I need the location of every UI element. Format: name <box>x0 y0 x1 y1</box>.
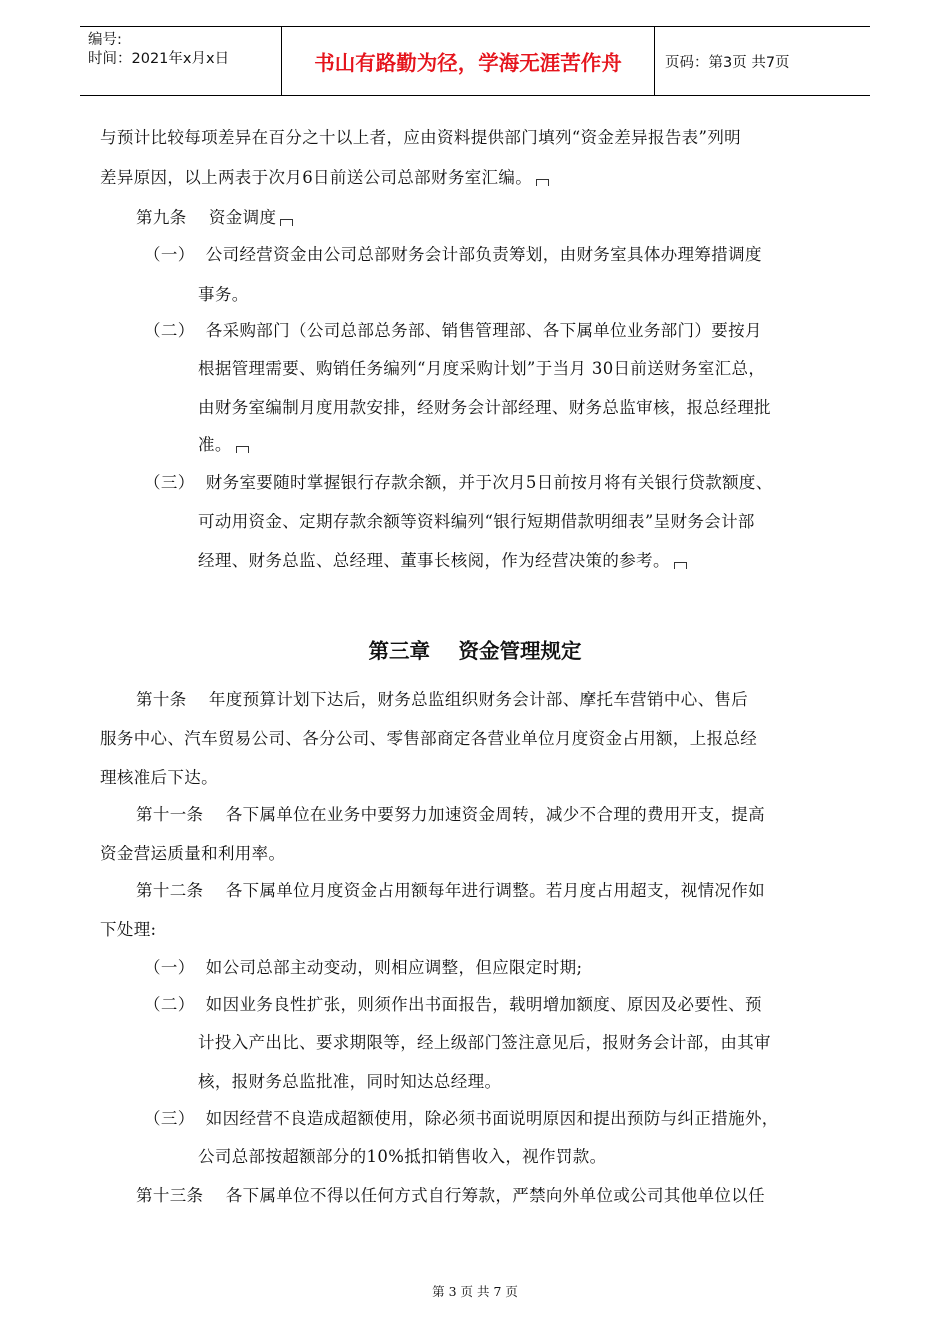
paragraph-mark-icon <box>236 446 249 453</box>
time-label: 时间：2021年x月x日 <box>88 51 230 67</box>
list-item: （一） 公司经营资金由公司总部财务会计部负责筹划，由财务室具体办理筹措调度 <box>144 245 762 264</box>
list-item-continuation: 核，报财务总监批准，同时知达总经理。 <box>198 1072 502 1091</box>
list-item-continuation: 根据管理需要、购销任务编列“月度采购计划”于当月 30日前送财务室汇总， <box>198 359 766 378</box>
paragraph-line: 第十二条 各下属单位月度资金占用额每年进行调整。若月度占用超支，视情况作如 <box>136 881 765 900</box>
paragraph-line: 第十一条 各下属单位在业务中要努力加速资金周转，减少不合理的费用开支，提高 <box>136 805 765 824</box>
paragraph-mark-icon <box>536 179 549 186</box>
chapter-title: 第三章 资金管理规定 <box>368 639 582 663</box>
list-item: （二） 各采购部门（公司总部总务部、销售管理部、各下属单位业务部门）要按月 <box>144 321 762 340</box>
paragraph-line: 资金营运质量和利用率。 <box>100 844 286 863</box>
paragraph-line: 与预计比较每项差异在百分之十以上者，应由资料提供部门填列“资金差异报告表”列明 <box>100 128 742 147</box>
list-item: （三） 财务室要随时掌握银行存款余额，并于次月5日前按月将有关银行贷款额度、 <box>144 473 773 492</box>
list-item: （一） 如公司总部主动变动，则相应调整，但应限定时期; <box>144 958 583 977</box>
paragraph-mark-icon <box>674 562 687 569</box>
list-item-continuation: 计投入产出比、要求期限等，经上级部门签注意见后，报财务会计部，由其审 <box>198 1033 771 1052</box>
list-item: （三） 如因经营不良造成超额使用，除必须书面说明原因和提出预防与纠正措施外， <box>144 1109 779 1128</box>
paragraph-line: 差异原因，以上两表于次月6日前送公司总部财务室汇编。 <box>100 166 549 190</box>
paragraph-line: 理核准后下达。 <box>100 768 218 787</box>
paragraph-line: 服务中心、汽车贸易公司、各分公司、零售部商定各营业单位月度资金占用额，上报总经 <box>100 729 758 748</box>
list-item-continuation: 准。 <box>198 433 249 457</box>
header-meta <box>80 27 282 95</box>
page-footer: 第 3 页 共 7 页 <box>432 1284 518 1299</box>
paragraph-line: 第十三条 各下属单位不得以任何方式自行筹款，严禁向外单位或公司其他单位以任 <box>136 1186 765 1205</box>
list-item-continuation: 可动用资金、定期存款余额等资料编列“银行短期借款明细表”呈财务会计部 <box>198 512 755 531</box>
paragraph-mark-icon <box>280 219 293 226</box>
list-item-continuation: 由财务室编制月度用款安排，经财务会计部经理、财务总监审核，报总经理批 <box>198 398 771 417</box>
header-page-number: 页码：第3页 共7页 <box>665 54 790 71</box>
list-item-continuation: 事务。 <box>198 285 249 304</box>
article-heading: 第九条 资金调度 <box>136 206 293 230</box>
list-item-continuation: 经理、财务总监、总经理、董事长核阅，作为经营决策的参考。 <box>198 549 687 573</box>
paragraph-line: 第十条 年度预算计划下达后，财务总监组织财务会计部、摩托车营销中心、售后 <box>136 690 749 709</box>
list-item: （二） 如因业务良性扩张，则须作出书面报告，载明增加额度、原因及必要性、预 <box>144 995 762 1014</box>
header-motto: 书山有路勤为径，学海无涯苦作舟 <box>282 27 655 95</box>
list-item-continuation: 公司总部按超额部分的10%抵扣销售收入，视作罚款。 <box>198 1147 607 1166</box>
paragraph-line: 下处理: <box>100 920 157 939</box>
page-header <box>80 26 870 96</box>
doc-number-label: 编号: <box>88 32 122 48</box>
